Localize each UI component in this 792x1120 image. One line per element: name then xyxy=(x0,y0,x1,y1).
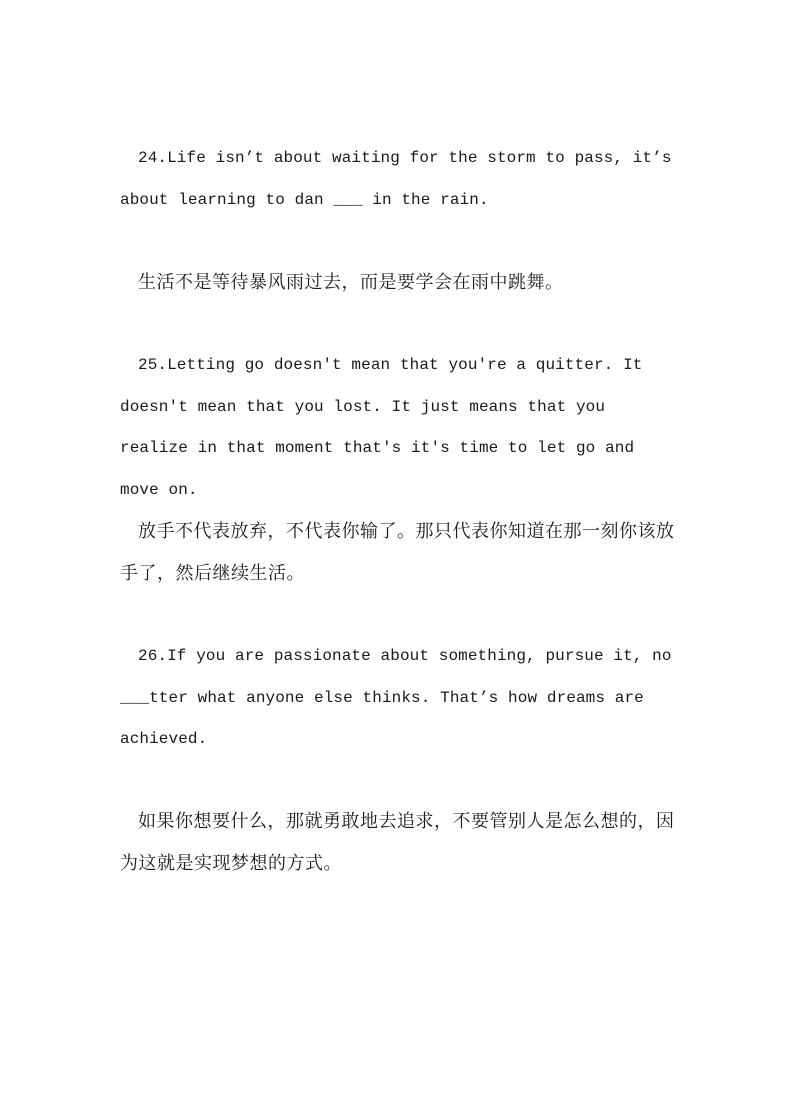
quote-25-english: 25.Letting go doesn't mean that you're a quitter. It doesn't mean that you lost. It just means that you realize in that moment that's it's time to let go and move on. xyxy=(120,356,653,499)
quote-26-chinese: 如果你想要什么，那就勇敢地去追求，不要管别人是怎么想的，因为这就是实现梦想的方式。 xyxy=(120,811,675,874)
quote-24-english: 24.Life isn’t about waiting for the storm to pass, it’s about learning to dan ___ in the rain. xyxy=(120,149,682,209)
quote-26-english: 26.If you are passionate about something, pursue it, no ___tter what anyone else thinks. That’s how dreams are achieved. xyxy=(120,647,682,748)
quote-25-chinese: 放手不代表放弃，不代表你输了。那只代表你知道在那一刻你该放手了，然后继续生活。 xyxy=(120,521,675,584)
quote-24-chinese: 生活不是等待暴风雨过去，而是要学会在雨中跳舞。 xyxy=(138,272,564,293)
